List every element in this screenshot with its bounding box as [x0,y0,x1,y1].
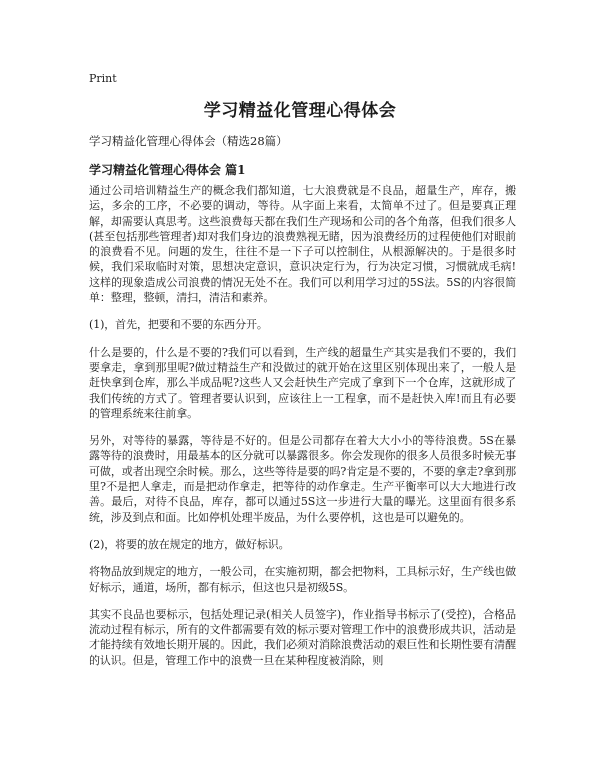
document-subtitle: 学习精益化管理心得体会（精选28篇） [89,134,288,148]
paragraph-defect-labeling: 其实不良品也要标示，包括处理记录(相关人员签字)，作业指导书标示了(受控)，合格品流动过程有标示，所有的文件都需要有效的标示要对管理工作中的浪费形成共识，活动是才能持续有效地长期开展的。因此，我们必须对消除浪费活动的艰巨性和长期性要有清醒的认识。但是，管理工作中的浪费一旦在某种程度被消除，则 [89,607,516,667]
section-heading: 学习精益化管理心得体会 篇1 [89,163,246,177]
paragraph-needed-items: 什么是要的，什么是不要的?我们可以看到，生产线的超量生产其实是我们不要的，我们要拿走，拿到那里呢?做过精益生产和没做过的就开始在这里区别体现出来了，一般人是赶快拿到仓库，那么半成品呢?这些人又会赶快生产完成了拿到下一个仓库，这就形成了我们传统的方式了。管理者要认识到，应该往上一工程拿，而不是赶快入库!而且有必要的管理系统来往前拿。 [89,345,516,420]
paragraph-intro: 通过公司培训精益生产的概念我们都知道，七大浪费就是不良品，超量生产，库存，搬运，多余的工序，不必要的调动，等待。从字面上来看，太简单不过了。但是要真正理解，却需要认真思考。这些浪费每天都在我们生产现场和公司的各个角落，但我们很多人(甚至包括那些管理者)却对我们身边的浪费熟视无睹，因为浪费经历的过程使他们对眼前的浪费看不见。问题的发生，往往不是一下子可以控制住，从根源解决的。于是很多时候，我们采取临时对策，思想决定意识，意识决定行为，行为决定习惯，习惯就成毛病!这样的现象造成公司浪费的情况无处不在。我们可以利用学习过的5S法。5S的内容很简单：整理，整顿，清扫，清洁和素养。 [89,184,516,305]
document-body [89,183,516,680]
print-link[interactable]: Print [89,72,117,85]
paragraph-step-2: (2)，将要的放在规定的地方，做好标识。 [89,537,290,551]
document-title: 学习精益化管理心得体会 [203,101,397,121]
paragraph-labeling: 将物品放到规定的地方，一般公司，在实施初期，都会把物料，工具标示好，生产线也做好标示，通道，场所，都有标示，但这也只是初级5S。 [89,565,516,594]
paragraph-waiting-waste: 另外，对等待的暴露，等待是不好的。但是公司都存在着大大小小的等待浪费。5S在暴露等待的浪费时，用最基本的区分就可以暴露很多。你会发现你的很多人员很多时候无事可做，或者出现空余时候。那么，这些等待是要的吗?肯定是不要的，不要的拿走?拿到那里?不是把人拿走，而是把动作拿走，把等待的动作拿走。生产平衡率可以大大地进行改善。最后，对待不良品，库存，都可以通过5S这一步进行大量的曝光。这里面有很多系统，涉及到点和面。比如停机处理半废品，为什么要停机，这也是可以避免的。 [89,434,516,524]
paragraph-step-1: (1)，首先，把要和不要的东西分开。 [89,318,268,332]
